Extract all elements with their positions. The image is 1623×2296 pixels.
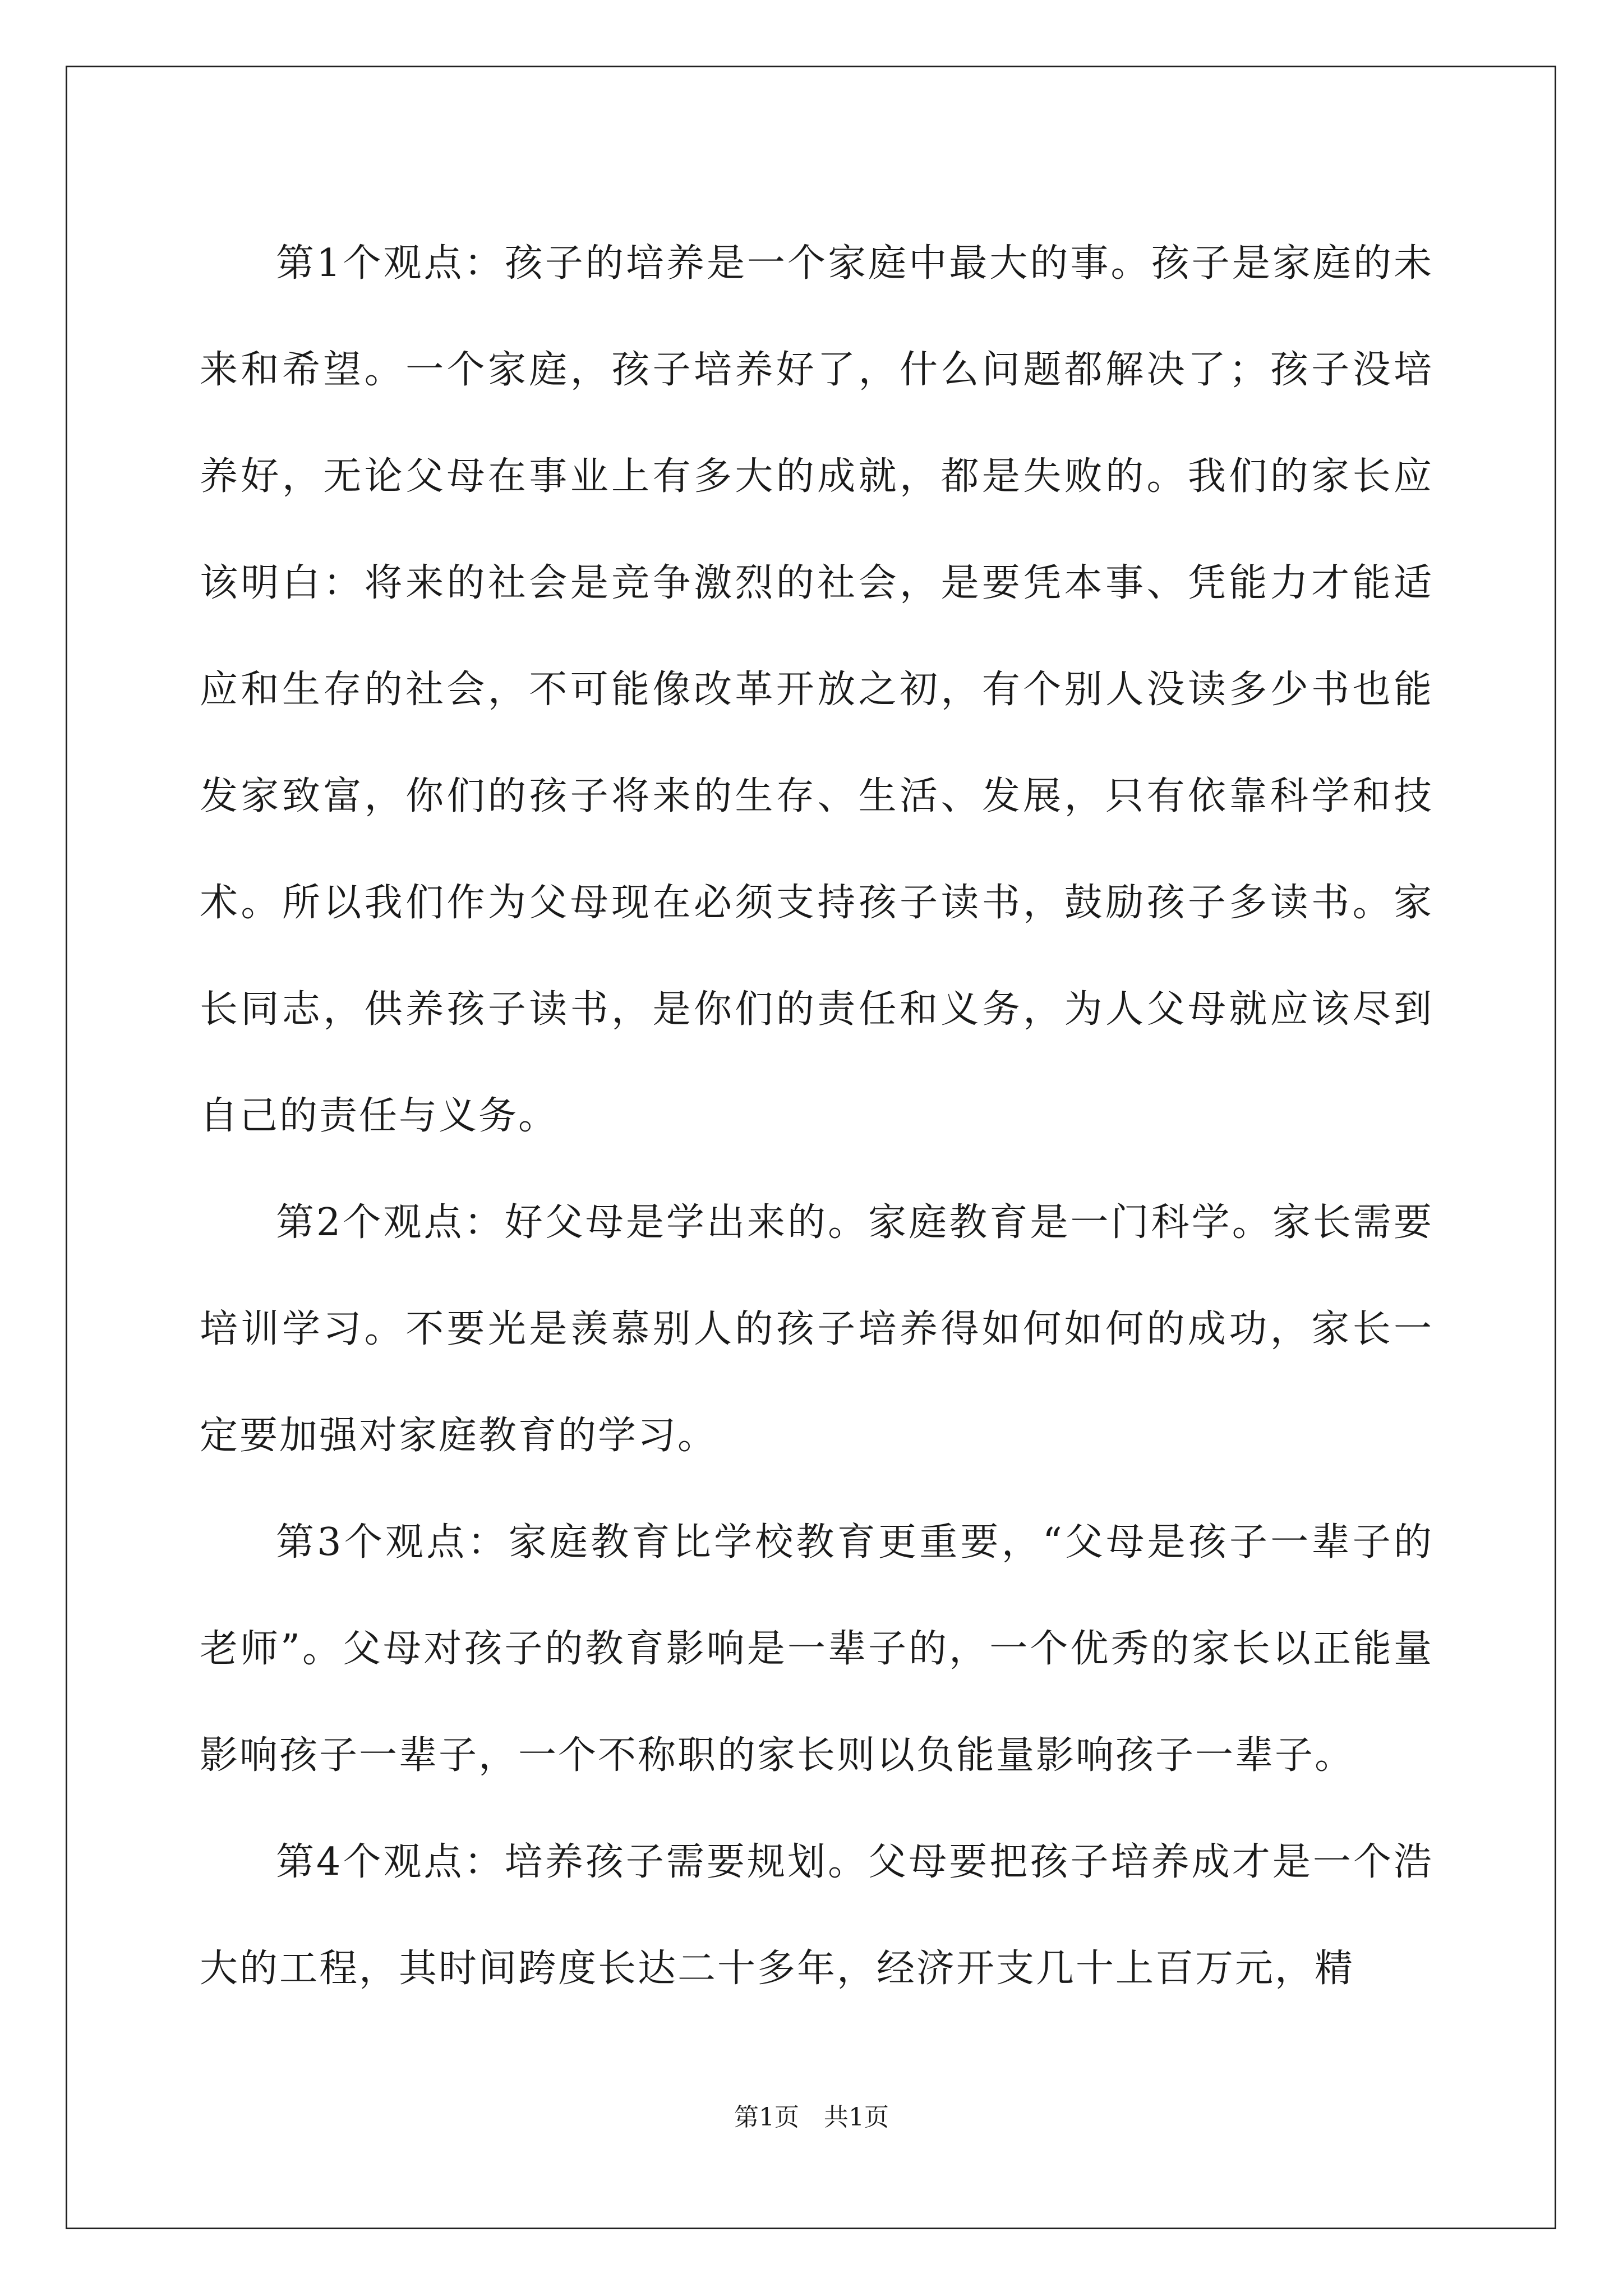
document-body bbox=[200, 210, 1433, 2022]
page-number: 第1页 bbox=[734, 2103, 799, 2132]
page-footer bbox=[0, 2097, 1623, 2133]
paragraph-1: 第1个观点：孩子的培养是一个家庭中最大的事。孩子是家庭的未来和希望。一个家庭，孩子培养好了，什么问题都解决了；孩子没培养好，无论父母在事业上有多大的成就，都是失败的。我们的家长应该明白：将来的社会是竞争激烈的社会，是要凭本事、凭能力才能适应和生存的社会，不可能像改革开放之初，有个别人没读多少书也能发家致富，你们的孩子将来的生存、生活、发展，只有依靠科学和技术。所以我们作为父母现在必须支持孩子读书，鼓励孩子多读书。家长同志，供养孩子读书，是你们的责任和义务，为人父母就应该尽到自己的责任与义务。 bbox=[200, 241, 1433, 1138]
paragraph-2: 第2个观点：好父母是学出来的。家庭教育是一门科学。家长需要培训学习。不要光是羡慕别人的孩子培养得如何如何的成功，家长一定要加强对家庭教育的学习。 bbox=[200, 1200, 1433, 1458]
paragraph-3: 第3个观点：家庭教育比学校教育更重要，“父母是孩子一辈子的老师”。父母对孩子的教育影响是一辈子的，一个优秀的家长以正能量影响孩子一辈子，一个不称职的家长则以负能量影响孩子一辈子。 bbox=[200, 1520, 1433, 1778]
page-total: 共1页 bbox=[824, 2103, 889, 2132]
paragraph-4: 第4个观点：培养孩子需要规划。父母要把孩子培养成才是一个浩大的工程，其时间跨度长达二十多年，经济开支几十上百万元，精 bbox=[200, 1840, 1433, 1991]
